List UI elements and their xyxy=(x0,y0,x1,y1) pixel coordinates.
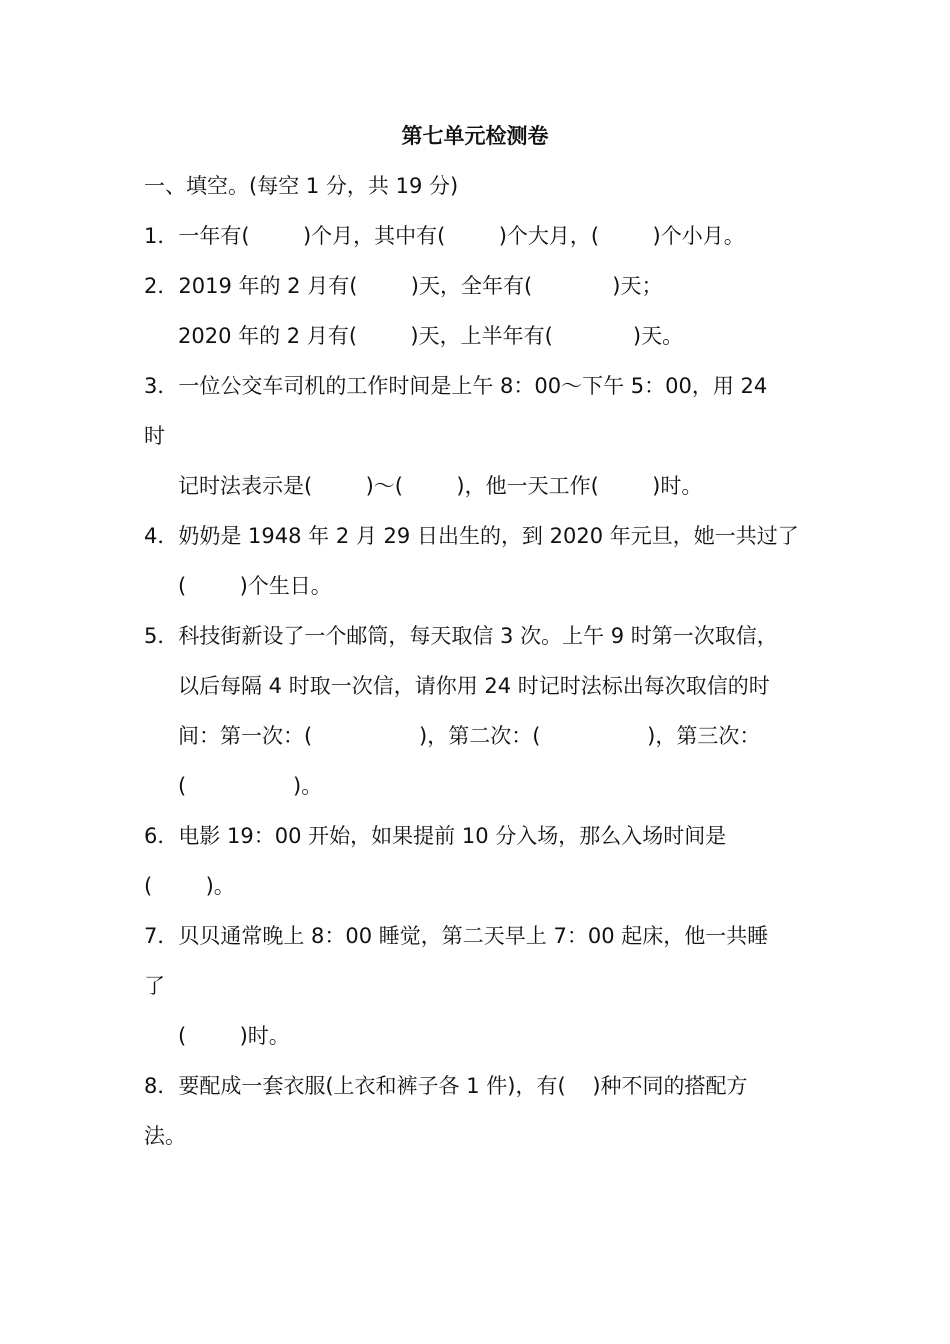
question-4: 4．奶奶是 1948 年 2 月 29 日出生的，到 2020 年元旦，她一共过了 xyxy=(144,524,799,548)
question-1: 1．一年有( )个月，其中有( )个大月，( )个小月。 xyxy=(144,224,745,248)
question-4-continued: ( )个生日。 xyxy=(178,574,332,598)
question-3: 3．一位公交车司机的工作时间是上午 8：00～下午 5：00，用 24 xyxy=(144,374,768,398)
question-2: 2．2019 年的 2 月有( )天，全年有( )天； xyxy=(144,274,663,298)
question-3-continued: 记时法表示是( )～( )，他一天工作( )时。 xyxy=(178,474,703,498)
question-7: 7．贝贝通常晚上 8：00 睡觉，第二天早上 7：00 起床，他一共睡 xyxy=(144,924,769,948)
question-6: 6．电影 19：00 开始，如果提前 10 分入场，那么入场时间是 xyxy=(144,824,727,848)
worksheet-title: 第七单元检测卷 xyxy=(401,124,549,148)
question-5: 5．科技街新设了一个邮筒，每天取信 3 次。上午 9 时第一次取信， xyxy=(144,624,778,648)
question-6-blank: ( )。 xyxy=(144,874,235,898)
question-7-wrap: 了 xyxy=(144,974,165,998)
question-8: 8．要配成一套衣服(上衣和裤子各 1 件)，有( )种不同的搭配方 xyxy=(144,1074,748,1098)
question-7-blank: ( )时。 xyxy=(178,1024,290,1048)
question-5-blanks: 间：第一次：( )，第二次：( )，第三次： xyxy=(178,724,761,748)
question-3-wrap: 时 xyxy=(144,424,165,448)
question-8-wrap: 法。 xyxy=(144,1124,186,1148)
question-2-continued: 2020 年的 2 月有( )天，上半年有( )天。 xyxy=(178,324,684,348)
question-5-continued: 以后每隔 4 时取一次信，请你用 24 时记时法标出每次取信的时 xyxy=(178,674,770,698)
section-heading-fill-in: 一、填空。(每空 1 分，共 19 分) xyxy=(144,174,459,198)
question-5-blank-third: ( )。 xyxy=(178,774,323,798)
